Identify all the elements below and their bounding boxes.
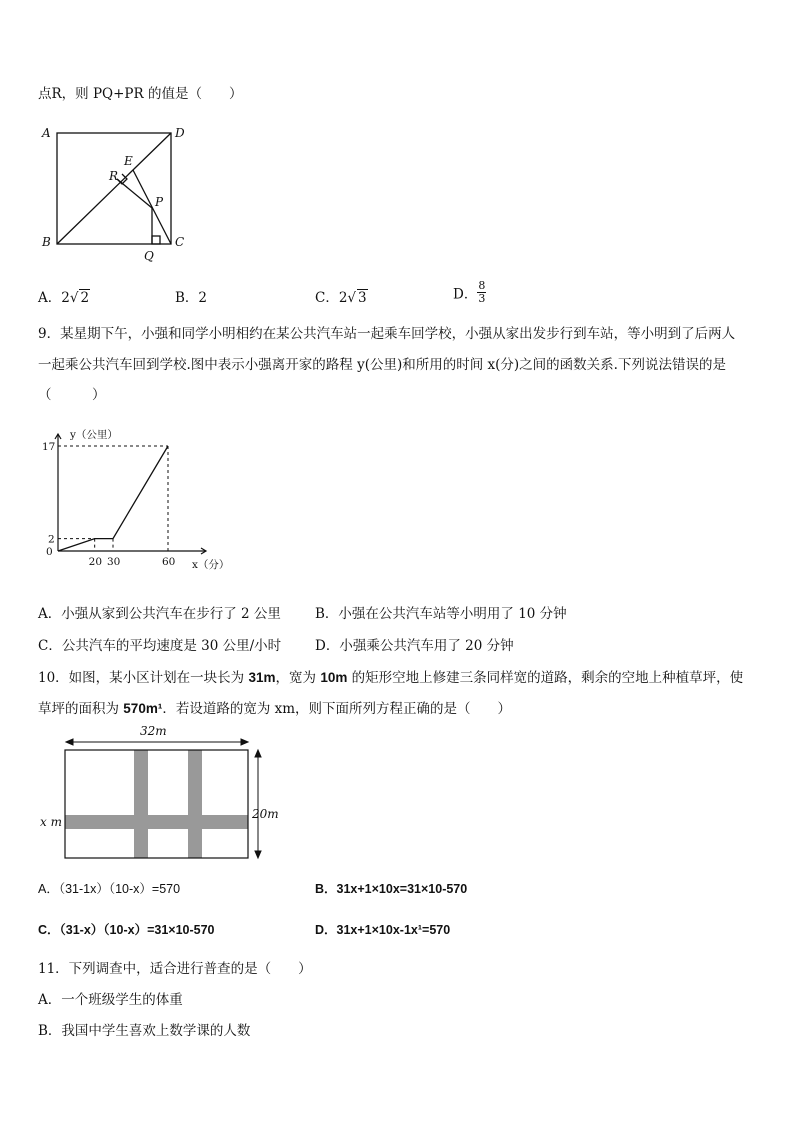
q9-stem-line3: （ ） xyxy=(38,387,106,403)
sqrt-symbol: √ xyxy=(69,290,79,306)
q9-chart xyxy=(36,424,256,576)
label-R: R xyxy=(109,169,119,183)
q10-option-d[interactable]: D．31x+1×10x-1x¹=570 xyxy=(315,923,451,937)
q8-option-c[interactable]: C．2√ 3 xyxy=(315,290,367,306)
q9-xtick-60: 60 xyxy=(162,556,176,568)
q10-figure xyxy=(36,722,286,864)
q9-option-a[interactable]: A．小强从家到公共汽车在步行了 2 公里 xyxy=(38,606,281,622)
q9-option-d[interactable]: D．小强乘公共汽车用了 20 分钟 xyxy=(315,638,514,654)
q10-right-label: 20m xyxy=(252,807,279,821)
q9-axes xyxy=(55,434,206,554)
q10-roads xyxy=(65,750,248,858)
q10-option-b[interactable]: B．31x+1×10x=31×10-570 xyxy=(315,882,468,896)
q9-ytick-2: 2 xyxy=(48,533,55,546)
label-B: B xyxy=(42,235,51,249)
label-D: D xyxy=(175,126,185,140)
q9-xtick-0: 0 xyxy=(46,546,53,558)
q9-ylabel: y（公里） xyxy=(70,429,118,441)
q8-square xyxy=(57,133,171,244)
q10-option-c[interactable]: C．（31-x）（10-x）=31×10-570 xyxy=(38,923,215,937)
label-A: A xyxy=(42,126,51,140)
q11-stem: 11．下列调查中，适合进行普查的是（ ） xyxy=(38,961,312,977)
q9-option-b[interactable]: B．小强在公共汽车站等小明用了 10 分钟 xyxy=(315,606,567,622)
label-Q: Q xyxy=(144,249,154,263)
q9-xtick-20: 20 xyxy=(88,556,103,568)
fraction: $\frac{8}{3}$ xyxy=(478,279,486,305)
q8-figure xyxy=(36,120,196,265)
q10-left-label: x m xyxy=(40,815,62,829)
sqrt-symbol: √ xyxy=(347,290,357,306)
label-P: P xyxy=(155,195,164,209)
q10-option-a[interactable]: A．（31-1x）（10-x）=570 xyxy=(38,882,181,896)
q11-option-a[interactable]: A．一个班级学生的体重 xyxy=(38,992,183,1008)
q8-stem-tail: 点R，则 PQ+PR 的值是（ ） xyxy=(38,86,243,102)
q11-option-b[interactable]: B．我国中学生喜欢上数学课的人数 xyxy=(38,1023,251,1039)
label-E: E xyxy=(124,154,133,168)
q8-option-b[interactable]: B．2 xyxy=(175,290,208,306)
q8-option-a[interactable]: A．2√ 2 xyxy=(38,290,90,306)
q9-option-c[interactable]: C．公共汽车的平均速度是 30 公里/小时 xyxy=(38,638,282,654)
q10-top-label: 32m xyxy=(140,724,167,738)
q9-ytick-17: 17 xyxy=(42,441,56,453)
q9-xtick-30: 30 xyxy=(107,556,121,568)
q8-option-d[interactable]: D． $\frac{8}{3}$ xyxy=(453,279,486,305)
label-C: C xyxy=(175,235,185,249)
q9-stem-line1: 9．某星期下午，小强和同学小明相约在某公共汽车站一起乘车回学校，小强从家出发步行到车站，等小明到了后两人 xyxy=(38,326,736,342)
q10-stem-line2: 草坪的面积为 570m¹．若设道路的宽为 xm，则下面所列方程正确的是（ ） xyxy=(38,701,512,717)
q9-series-line xyxy=(58,446,168,551)
q10-stem-line1: 10．如图，某小区计划在一块长为 31m，宽为 10m 的矩形空地上修建三条同样宽的道路，剩余的空地上种植草坪，使 xyxy=(38,670,744,686)
q9-xlabel: x（分） xyxy=(192,559,230,571)
q9-stem-line2: 一起乘公共汽车回到学校.图中表示小强离开家的路程 y(公里)和所用的时间 x(分)之间的函数关系.下列说法错误的是 xyxy=(38,357,726,373)
